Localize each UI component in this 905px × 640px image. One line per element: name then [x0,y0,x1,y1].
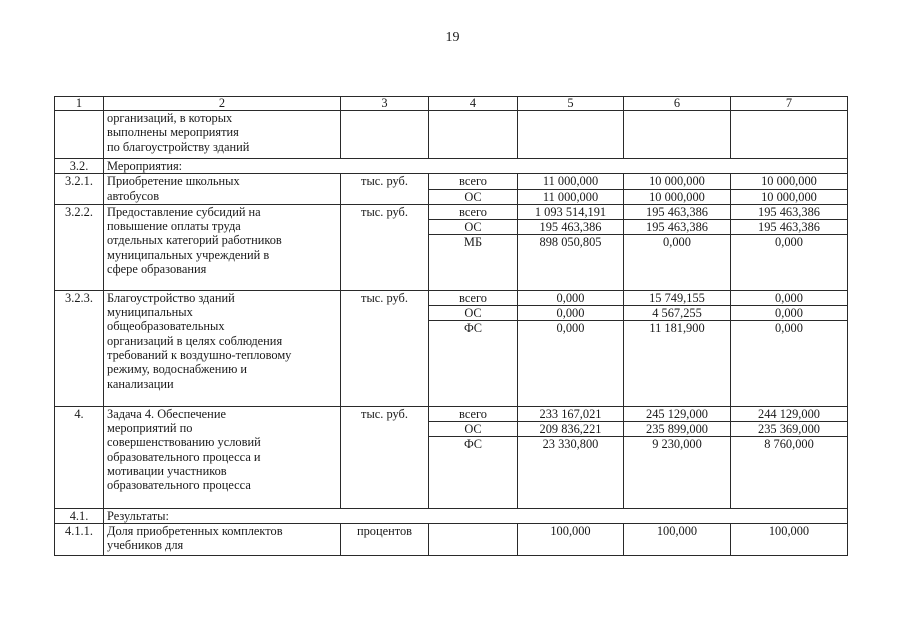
unit-cell: тыс. руб. [341,174,429,205]
num-cell: 3.2. [55,159,104,174]
name-cell: Благоустройство зданий муниципальных общеобразовательных организаций в целях соблюдения требований к воздушно-тепловому режиму, водоснабжению и канализации [104,290,341,406]
header-cell: 2 [104,97,341,111]
header-cell: 4 [429,97,518,111]
value-cell-6: 15 749,155 4 567,255 11 181,900 [624,290,731,406]
table-row [55,204,848,290]
value-cell-5: 0,000 0,000 0,000 [518,290,624,406]
table-row [55,111,848,159]
value-cell-5: 11 000,000 11 000,000 [518,174,624,205]
section-title: Мероприятия: [104,159,848,174]
name-cell: Доля приобретенных комплектов учебников для [104,524,341,556]
header-cell: 5 [518,97,624,111]
value-cell-7: 0,000 0,000 0,000 [731,290,848,406]
table-row [55,524,848,556]
unit-cell: тыс. руб. [341,290,429,406]
num-cell: 3.2.3. [55,290,104,406]
table-row [55,174,848,205]
name-cell: Приобретение школьных автобусов [104,174,341,205]
name-cell: организаций, в которых выполнены мероприятия по благоустройству зданий [104,111,341,159]
num-cell: 3.2.1. [55,174,104,205]
header-cell: 6 [624,97,731,111]
source-cell [429,524,518,556]
budget-table [54,96,848,556]
source-cell: всего ОС [429,174,518,205]
num-cell [55,111,104,159]
value-cell-5: 100,000 [518,524,624,556]
value-cell-6: 10 000,000 10 000,000 [624,174,731,205]
name-cell: Предоставление субсидий на повышение оплаты труда отдельных категорий работников муниципальных учреждений в сфере образования [104,204,341,290]
source-cell: всего ОС ФС [429,406,518,508]
table-row [55,159,848,174]
header-cell: 7 [731,97,848,111]
num-cell: 3.2.2. [55,204,104,290]
header-row [55,97,848,111]
num-cell: 4.1.1. [55,524,104,556]
table-row [55,508,848,523]
table-row [55,290,848,406]
name-cell: Задача 4. Обеспечение мероприятий по совершенствованию условий образовательного процесса и мотивации участников образовательного процесса [104,406,341,508]
table-row [55,406,848,508]
unit-cell: тыс. руб. [341,406,429,508]
value-cell-7: 195 463,386 195 463,386 0,000 [731,204,848,290]
page-number: 19 [445,30,460,45]
header-cell: 1 [55,97,104,111]
value-cell-5: 1 093 514,191 195 463,386 898 050,805 [518,204,624,290]
unit-cell: тыс. руб. [341,204,429,290]
value-cell-5: 233 167,021 209 836,221 23 330,800 [518,406,624,508]
value-cell-6: 245 129,000 235 899,000 9 230,000 [624,406,731,508]
value-cell-6: 100,000 [624,524,731,556]
num-cell: 4.1. [55,508,104,523]
value-cell-6: 195 463,386 195 463,386 0,000 [624,204,731,290]
header-cell: 3 [341,97,429,111]
value-cell-7: 244 129,000 235 369,000 8 760,000 [731,406,848,508]
unit-cell: процентов [341,524,429,556]
value-cell-7: 10 000,000 10 000,000 [731,174,848,205]
value-cell-7: 100,000 [731,524,848,556]
section-title: Результаты: [104,508,848,523]
source-cell: всего ОС ФС [429,290,518,406]
source-cell: всего ОС МБ [429,204,518,290]
num-cell: 4. [55,406,104,508]
